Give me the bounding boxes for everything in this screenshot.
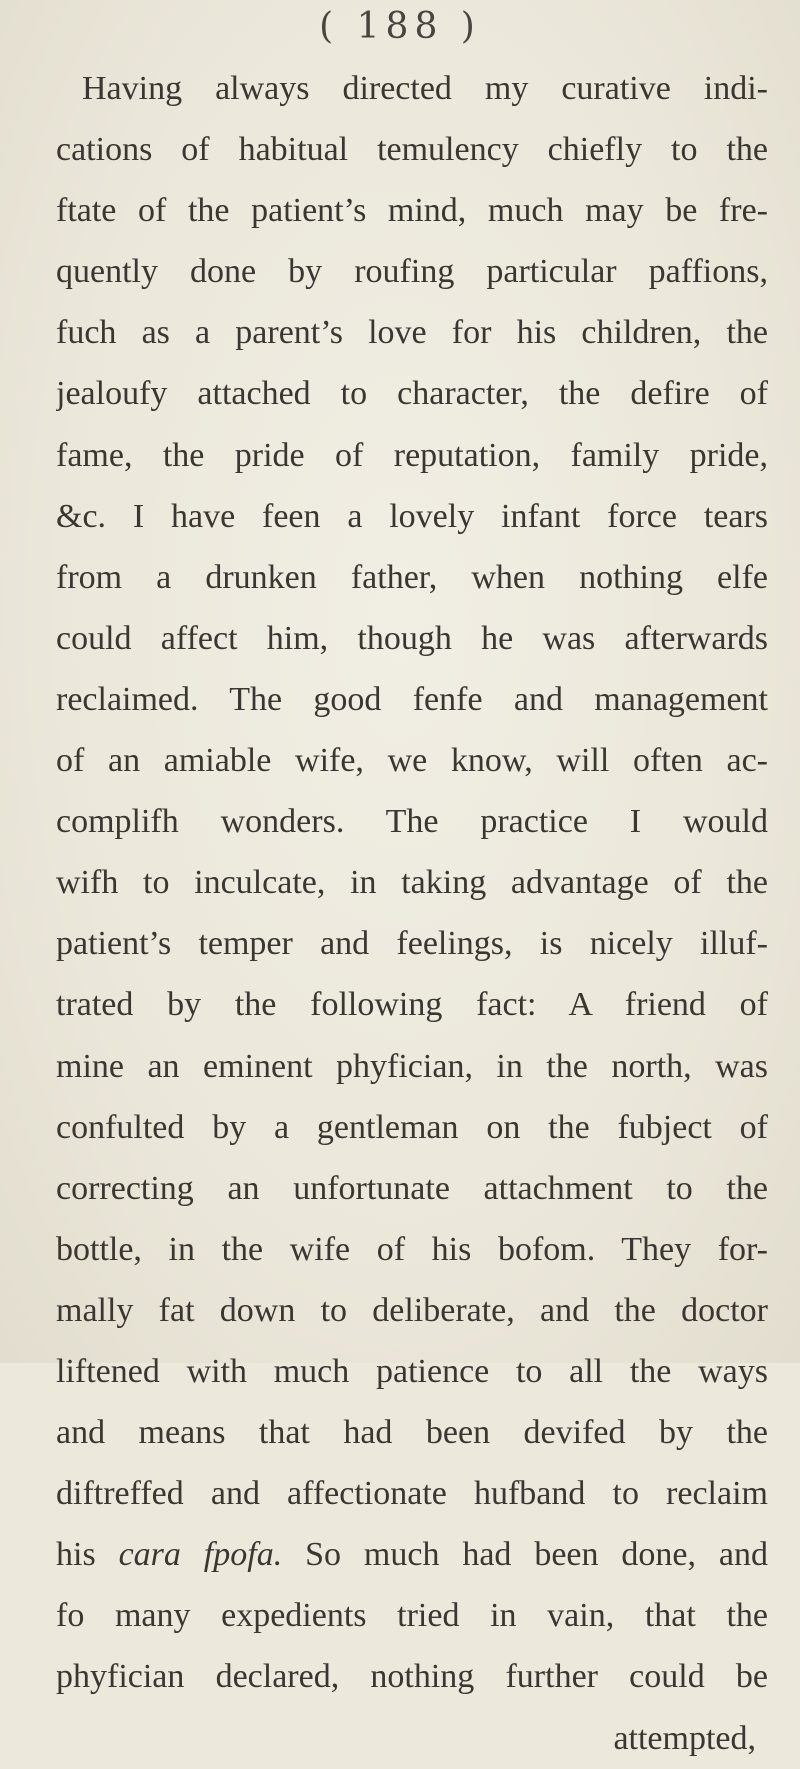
text-line: fuch as a parent’s love for his children, the xyxy=(56,314,768,352)
text-line: from a drunken father, when nothing elfe xyxy=(56,558,768,596)
text-line: complifh wonders. The practice I would xyxy=(56,803,768,841)
text-line: reclaimed. The good fenfe and management xyxy=(56,680,768,718)
text-line: Having always directed my curative indi- xyxy=(82,70,768,107)
text-line: of an amiable wife, we know, will often ac- xyxy=(56,742,768,780)
text-line: his cara fpofa. So much had been done, and xyxy=(56,1536,768,1574)
text-line: jealoufy attached to character, the defire of xyxy=(56,375,768,413)
text-line: patient’s temper and feelings, is nicely illuf- xyxy=(56,925,768,963)
text-line: bottle, in the wife of his bofom. They for- xyxy=(56,1230,768,1268)
text-line: and means that had been devifed by the xyxy=(56,1414,768,1452)
page-number: ( 188 ) xyxy=(319,6,481,47)
text-line: fo many expedients tried in vain, that the xyxy=(56,1597,768,1635)
text-line: cations of habitual temulency chiefly to the xyxy=(56,131,768,169)
text-line: confulted by a gentleman on the fubject of xyxy=(56,1108,768,1146)
italic-phrase: cara fpofa. xyxy=(118,1536,283,1574)
text-line: trated by the following fact: A friend of xyxy=(56,986,768,1024)
text-line: wifh to inculcate, in taking advantage of the xyxy=(56,864,768,902)
text-line: &c. I have feen a lovely infant force tears xyxy=(56,497,768,535)
text-line: phyfician declared, nothing further could be xyxy=(56,1658,768,1696)
text-line: quently done by roufing particular paffions, xyxy=(56,253,768,291)
text-line: liftened with much patience to all the ways xyxy=(56,1352,768,1390)
body-text xyxy=(56,58,768,1769)
text-line: mally fat down to deliberate, and the doctor xyxy=(56,1291,768,1329)
catchword: attempted, xyxy=(613,1719,756,1757)
text-line: ftate of the patient’s mind, much may be fre- xyxy=(56,192,768,230)
text-line: correcting an unfortunate attachment to the xyxy=(56,1169,768,1207)
text-line: could affect him, though he was afterwards xyxy=(56,619,768,657)
text-line: mine an eminent phyfician, in the north, was xyxy=(56,1047,768,1085)
text-line: fame, the pride of reputation, family pride, xyxy=(56,436,768,474)
text-line: diftreffed and affectionate hufband to reclaim xyxy=(56,1475,768,1513)
